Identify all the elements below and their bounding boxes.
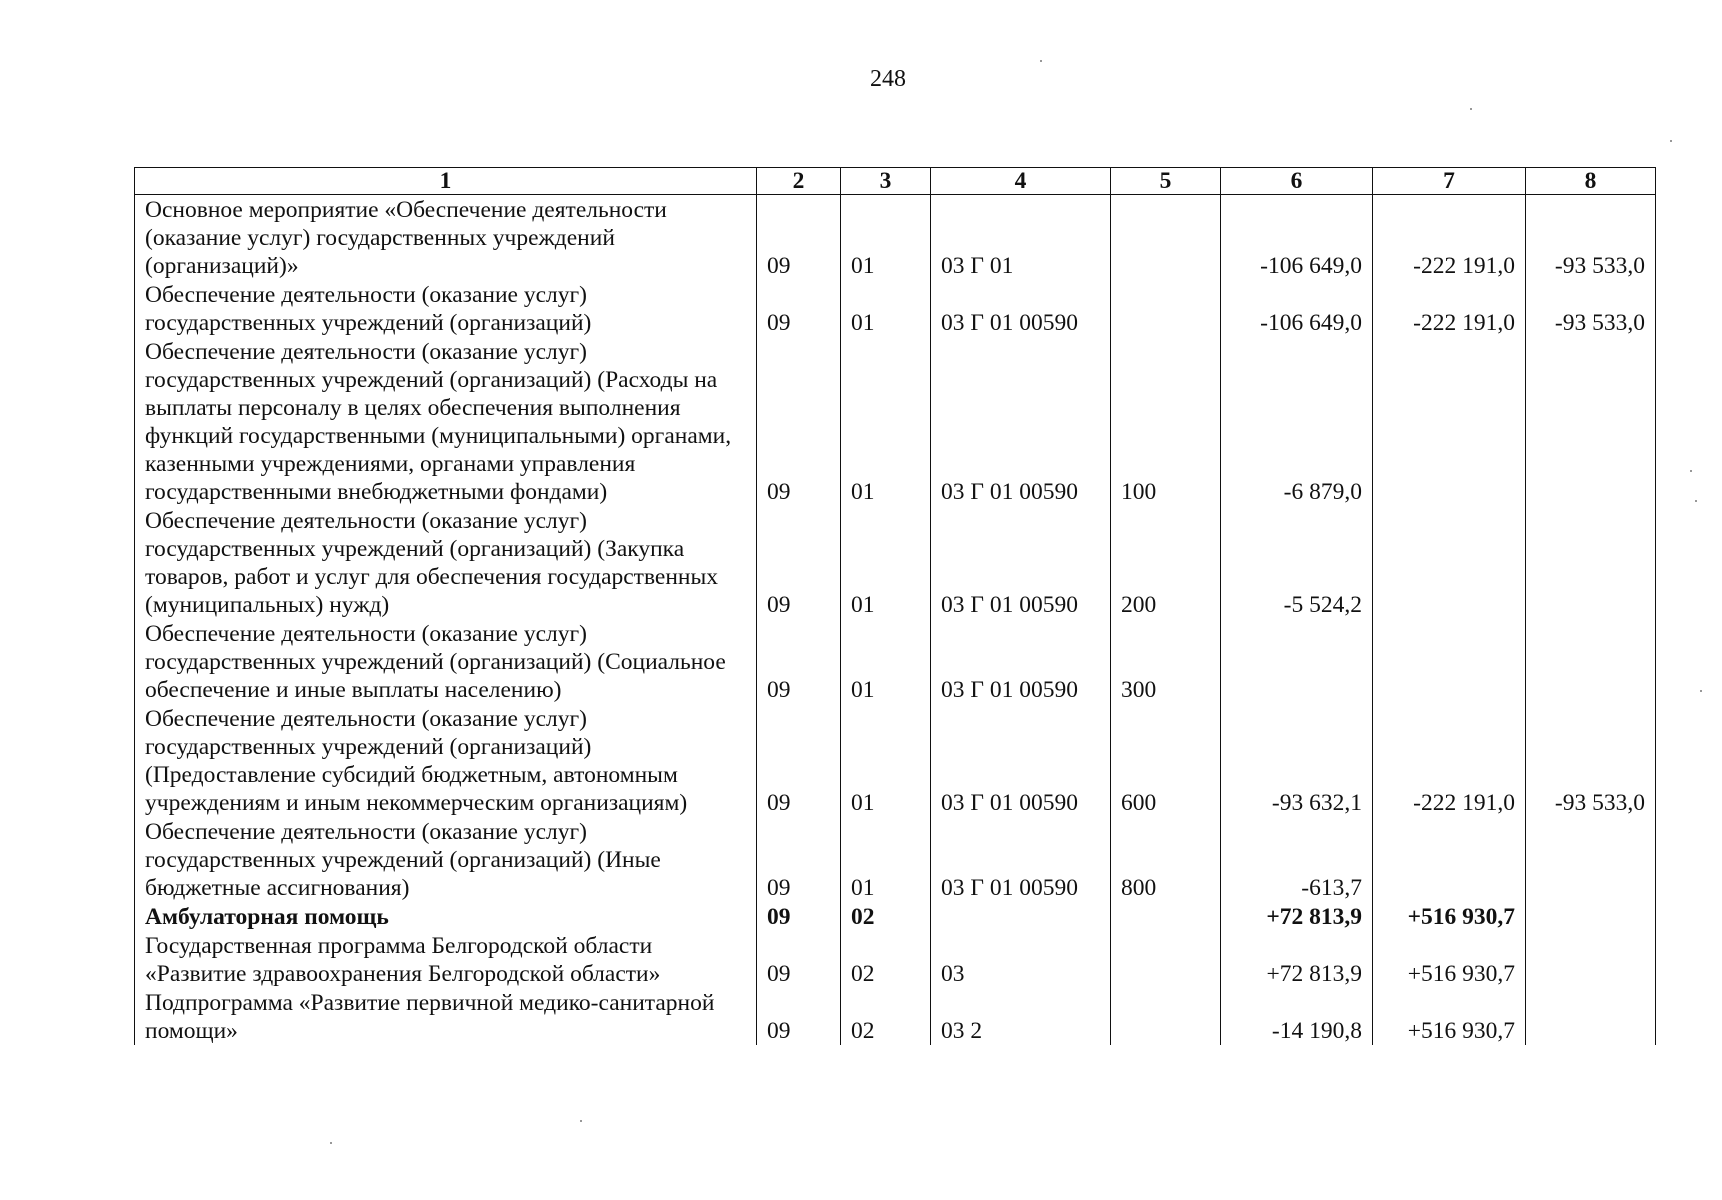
row-name-cell: Подпрограмма «Развитие первичной медико-санитарной помощи» (135, 988, 757, 1045)
amount-col6-cell (1221, 619, 1373, 704)
row-name-cell: Обеспечение деятельности (оказание услуг) государственных учреждений (организаций) (Расходы на выплаты персоналу в целях обеспечения выполнения функций государственными (муниципальными) органами, казенными учреждениями, органами управления государственными внебюджетными фондами) (135, 337, 757, 506)
amount-col6-cell: +72 813,9 (1221, 902, 1373, 931)
subsection-cell: 02 (841, 931, 931, 988)
target-article-cell: 03 Г 01 00590 (931, 280, 1111, 337)
table-body (135, 195, 1656, 1046)
header-col-3: 3 (841, 168, 931, 195)
table-header (135, 168, 1656, 195)
amount-col7-cell: +516 930,7 (1373, 931, 1526, 988)
amount-col7-cell: +516 930,7 (1373, 988, 1526, 1045)
subsection-cell: 02 (841, 902, 931, 931)
amount-col6-cell: -613,7 (1221, 817, 1373, 902)
amount-col8-cell (1526, 337, 1656, 506)
table-row (135, 195, 1656, 281)
header-col-8: 8 (1526, 168, 1656, 195)
row-name-cell: Обеспечение деятельности (оказание услуг) государственных учреждений (организаций) (Предоставление субсидий бюджетным, автономным учреждениям и иным некоммерческим организациям) (135, 704, 757, 817)
amount-col7-cell: -222 191,0 (1373, 280, 1526, 337)
section-cell: 09 (757, 988, 841, 1045)
subsection-cell: 01 (841, 817, 931, 902)
section-cell: 09 (757, 195, 841, 281)
target-article-cell: 03 Г 01 00590 (931, 506, 1111, 619)
header-col-1: 1 (135, 168, 757, 195)
amount-col6-cell: -106 649,0 (1221, 280, 1373, 337)
table-row (135, 902, 1656, 931)
amount-col7-cell (1373, 506, 1526, 619)
subsection-cell: 02 (841, 988, 931, 1045)
subsection-cell: 01 (841, 506, 931, 619)
amount-col8-cell (1526, 817, 1656, 902)
expense-type-cell (1111, 902, 1221, 931)
row-name-cell: Обеспечение деятельности (оказание услуг) государственных учреждений (организаций) (135, 280, 757, 337)
amount-col7-cell (1373, 337, 1526, 506)
budget-table (134, 167, 1656, 1045)
table-row (135, 931, 1656, 988)
amount-col8-cell (1526, 506, 1656, 619)
amount-col6-cell: -106 649,0 (1221, 195, 1373, 281)
row-name-cell: Основное мероприятие «Обеспечение деятельности (оказание услуг) государственных учреждений (организаций)» (135, 195, 757, 281)
header-col-6: 6 (1221, 168, 1373, 195)
amount-col8-cell: -93 533,0 (1526, 704, 1656, 817)
target-article-cell: 03 2 (931, 988, 1111, 1045)
amount-col6-cell: -5 524,2 (1221, 506, 1373, 619)
section-cell: 09 (757, 280, 841, 337)
header-col-5: 5 (1111, 168, 1221, 195)
header-col-4: 4 (931, 168, 1111, 195)
section-cell: 09 (757, 337, 841, 506)
table-row (135, 337, 1656, 506)
expense-type-cell (1111, 931, 1221, 988)
table-row (135, 619, 1656, 704)
section-cell: 09 (757, 817, 841, 902)
amount-col6-cell: -14 190,8 (1221, 988, 1373, 1045)
target-article-cell: 03 Г 01 (931, 195, 1111, 281)
row-name-cell: Обеспечение деятельности (оказание услуг) государственных учреждений (организаций) (Социальное обеспечение и иные выплаты населению) (135, 619, 757, 704)
subsection-cell: 01 (841, 195, 931, 281)
table-row (135, 988, 1656, 1045)
table-row (135, 506, 1656, 619)
section-cell: 09 (757, 619, 841, 704)
row-name-cell: Амбулаторная помощь (135, 902, 757, 931)
amount-col7-cell: -222 191,0 (1373, 704, 1526, 817)
amount-col8-cell (1526, 988, 1656, 1045)
page-number: 248 (870, 66, 906, 92)
target-article-cell: 03 Г 01 00590 (931, 337, 1111, 506)
amount-col8-cell (1526, 619, 1656, 704)
target-article-cell: 03 Г 01 00590 (931, 704, 1111, 817)
row-name-cell: Государственная программа Белгородской области «Развитие здравоохранения Белгородской области» (135, 931, 757, 988)
row-name-cell: Обеспечение деятельности (оказание услуг) государственных учреждений (организаций) (Закупка товаров, работ и услуг для обеспечения государственных (муниципальных) нужд) (135, 506, 757, 619)
amount-col8-cell: -93 533,0 (1526, 195, 1656, 281)
section-cell: 09 (757, 704, 841, 817)
section-cell: 09 (757, 902, 841, 931)
amount-col6-cell: -6 879,0 (1221, 337, 1373, 506)
header-col-2: 2 (757, 168, 841, 195)
amount-col7-cell (1373, 817, 1526, 902)
table-row (135, 704, 1656, 817)
expense-type-cell: 100 (1111, 337, 1221, 506)
amount-col7-cell: -222 191,0 (1373, 195, 1526, 281)
amount-col8-cell: -93 533,0 (1526, 280, 1656, 337)
expense-type-cell (1111, 280, 1221, 337)
target-article-cell: 03 Г 01 00590 (931, 619, 1111, 704)
section-cell: 09 (757, 506, 841, 619)
amount-col6-cell: -93 632,1 (1221, 704, 1373, 817)
header-col-7: 7 (1373, 168, 1526, 195)
subsection-cell: 01 (841, 704, 931, 817)
table-row (135, 817, 1656, 902)
target-article-cell (931, 902, 1111, 931)
expense-type-cell: 300 (1111, 619, 1221, 704)
header-row (135, 168, 1656, 195)
section-cell: 09 (757, 931, 841, 988)
subsection-cell: 01 (841, 619, 931, 704)
table-row (135, 280, 1656, 337)
subsection-cell: 01 (841, 280, 931, 337)
expense-type-cell: 600 (1111, 704, 1221, 817)
subsection-cell: 01 (841, 337, 931, 506)
expense-type-cell (1111, 195, 1221, 281)
amount-col8-cell (1526, 902, 1656, 931)
row-name-cell: Обеспечение деятельности (оказание услуг) государственных учреждений (организаций) (Иные бюджетные ассигнования) (135, 817, 757, 902)
expense-type-cell (1111, 988, 1221, 1045)
target-article-cell: 03 (931, 931, 1111, 988)
amount-col7-cell: +516 930,7 (1373, 902, 1526, 931)
expense-type-cell: 800 (1111, 817, 1221, 902)
amount-col7-cell (1373, 619, 1526, 704)
target-article-cell: 03 Г 01 00590 (931, 817, 1111, 902)
amount-col8-cell (1526, 931, 1656, 988)
amount-col6-cell: +72 813,9 (1221, 931, 1373, 988)
expense-type-cell: 200 (1111, 506, 1221, 619)
